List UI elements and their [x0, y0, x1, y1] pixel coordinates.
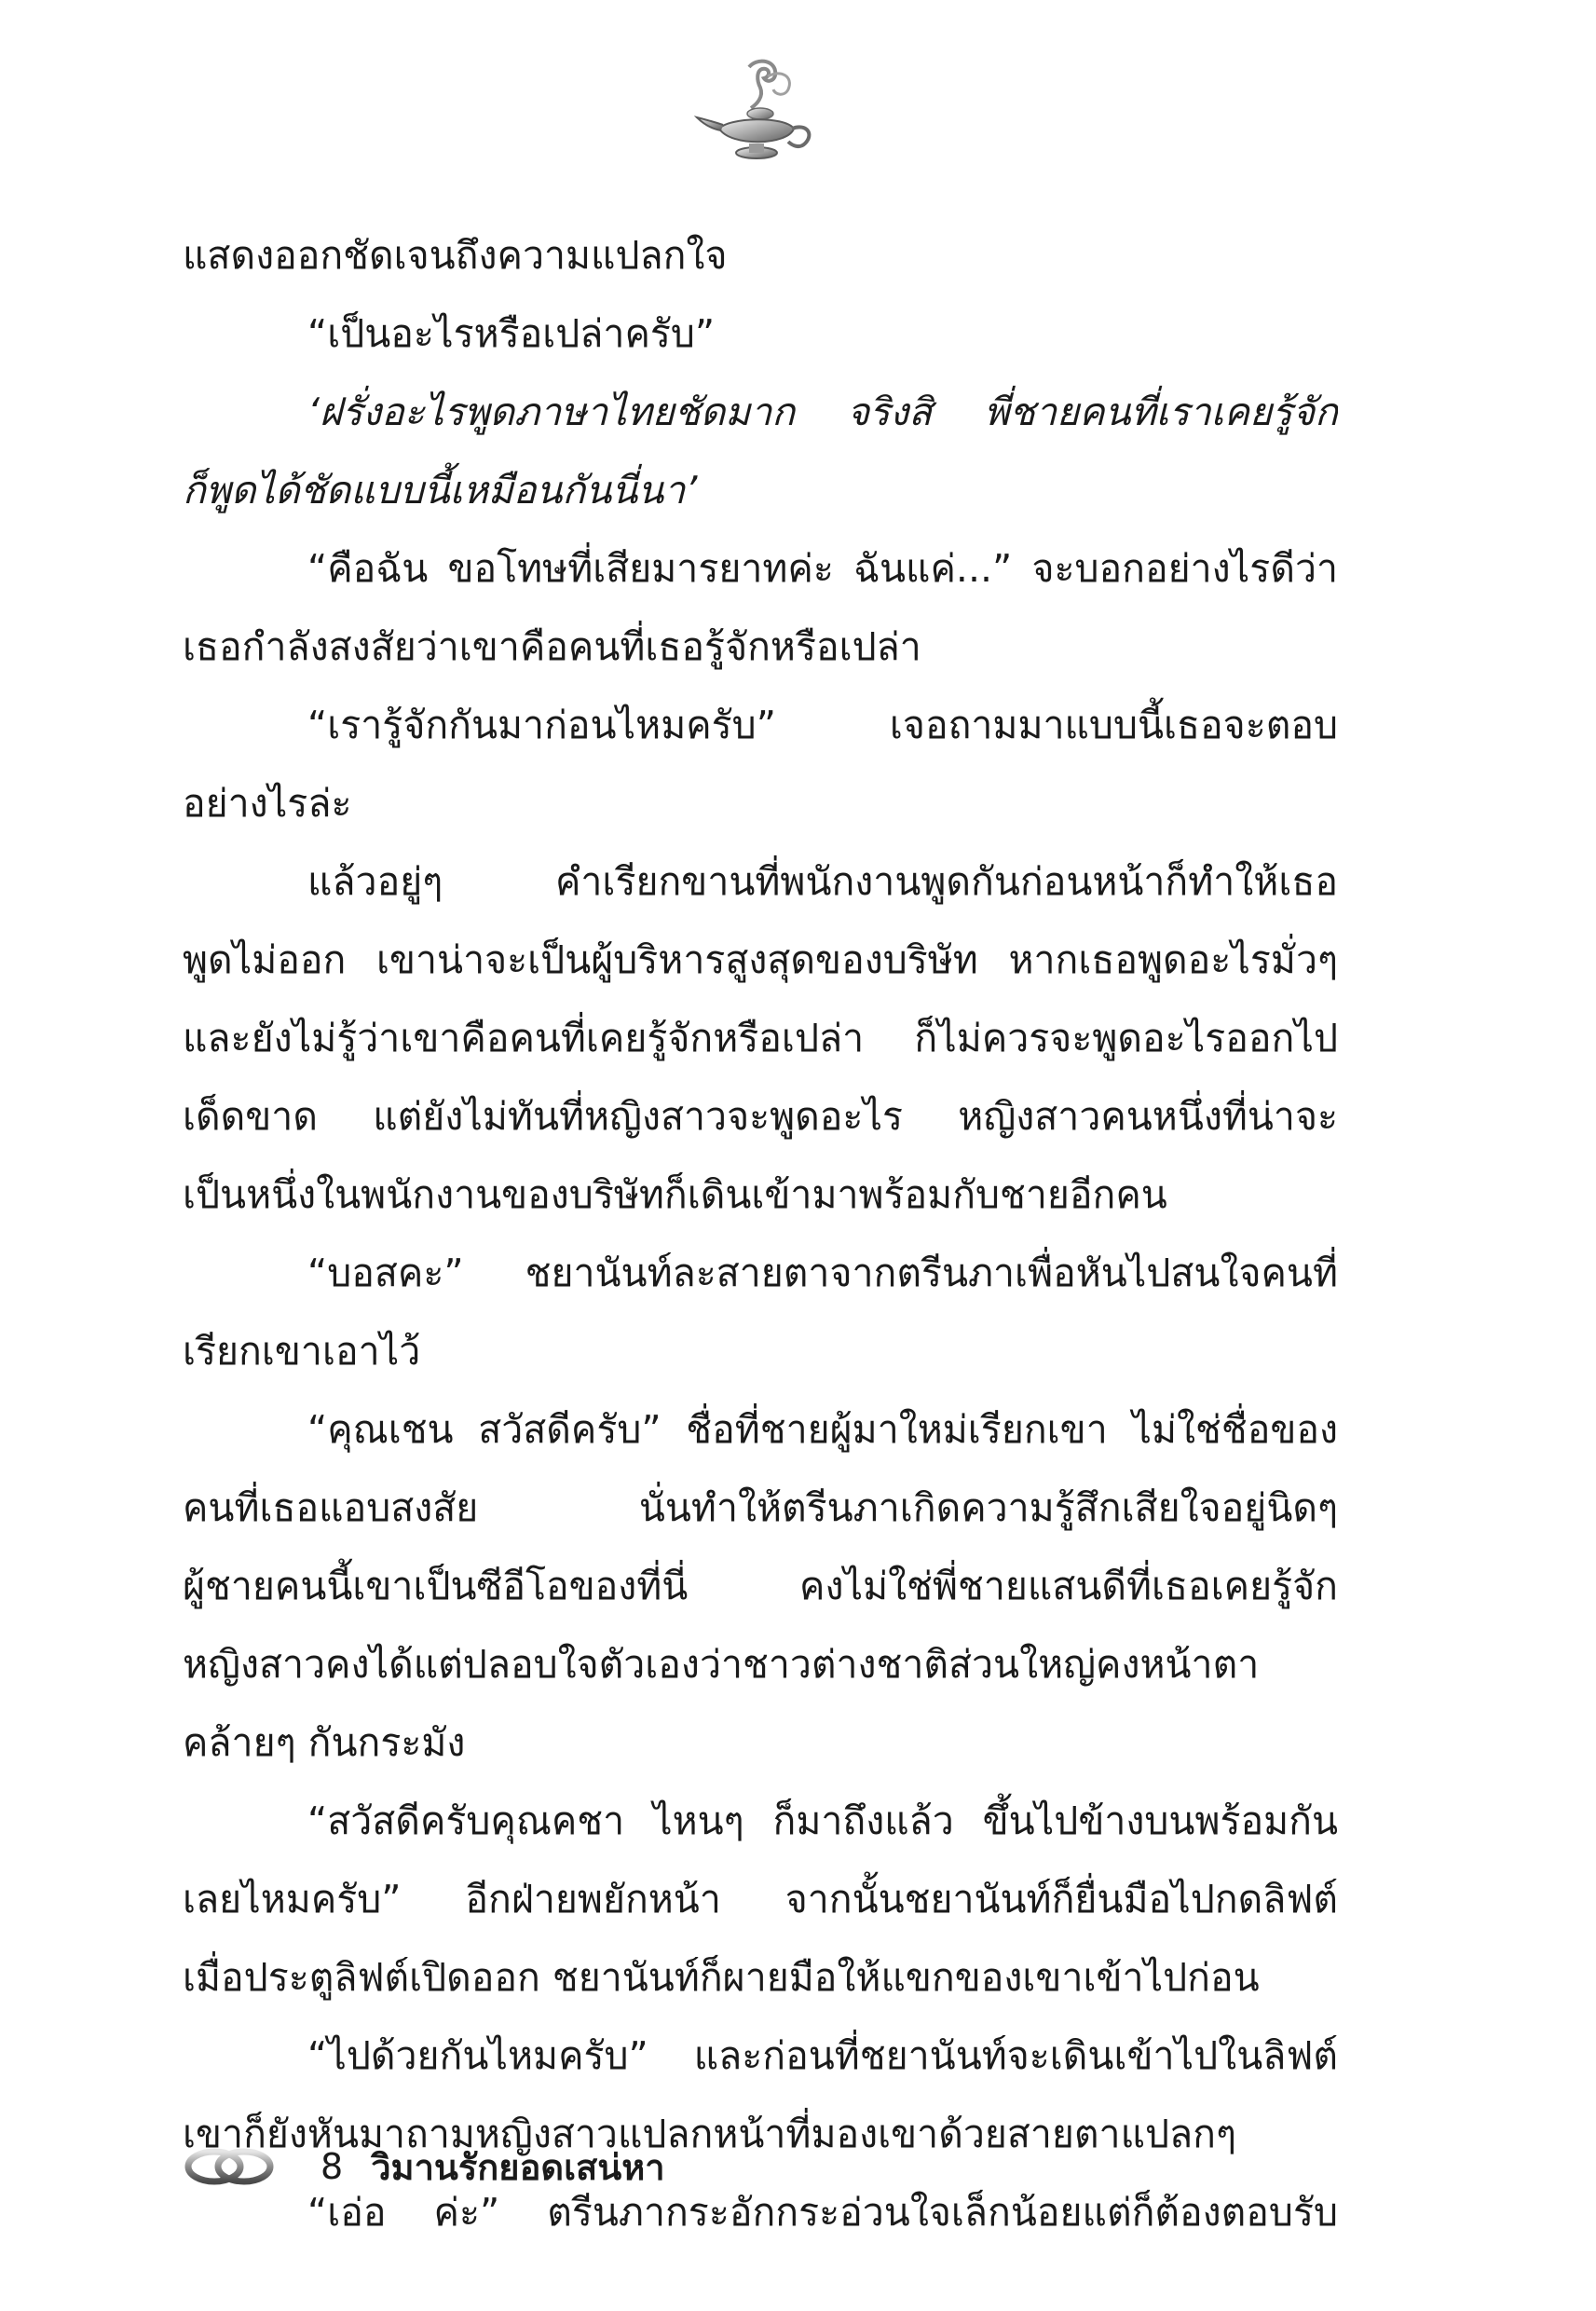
- page-number: 8: [321, 2146, 344, 2187]
- text-line: เด็ดขาด แต่ยังไม่ทันที่หญิงสาวจะพูดอะไร หญิงสาวคนหนึ่งที่น่าจะ: [183, 1094, 1338, 1139]
- text-line: และยังไม่รู้ว่าเขาคือคนที่เคยรู้จักหรือเปล่า ก็ไม่ควรจะพูดอะไรออกไป: [183, 1016, 1338, 1060]
- text-line: เมื่อประตูลิฟต์เปิดออก ชยานันท์ก็ผายมือให้แขกของเขาเข้าไปก่อน: [183, 1955, 1260, 2000]
- text-line: “คือฉัน ขอโทษที่เสียมารยาทค่ะ ฉันแค่...” จะบอกอย่างไรดีว่า: [307, 546, 1338, 591]
- text-line: “สวัสดีครับคุณคชา ไหนๆ ก็มาถึงแล้ว ขึ้นไปข้างบนพร้อมกัน: [307, 1798, 1338, 1843]
- text-line: แล้วอยู่ๆ คำเรียกขานที่พนักงานพูดกันก่อนหน้าก็ทำให้เธอ: [307, 859, 1338, 904]
- book-title: วิมานรักยอดเสน่หา: [371, 2146, 665, 2188]
- text-line: เธอกำลังสงสัยว่าเขาคือคนที่เธอรู้จักหรือเปล่า: [183, 624, 921, 669]
- text-line: “คุณเชน สวัสดีครับ” ชื่อที่ชายผู้มาใหม่เรียกเขา ไม่ใช่ชื่อของ: [307, 1407, 1338, 1452]
- text-line: พูดไม่ออก เขาน่าจะเป็นผู้บริหารสูงสุดของบริษัท หากเธอพูดอะไรมั่วๆ: [183, 937, 1338, 982]
- text-line: เรียกเขาเอาไว้: [183, 1329, 421, 1374]
- text-line: “ไปด้วยกันไหมครับ” และก่อนที่ชยานันท์จะเดินเข้าไปในลิฟต์: [307, 2033, 1338, 2078]
- text-line: ผู้ชายคนนี้เขาเป็นซีอีโอของที่นี่ คงไม่ใช่พี่ชายแสนดีที่เธอเคยรู้จัก: [183, 1564, 1338, 1608]
- text-line: เขาก็ยังหันมาถามหญิงสาวแปลกหน้าที่มองเขาด้วยสายตาแปลกๆ: [183, 2112, 1237, 2156]
- lamp-genie-icon: [691, 56, 822, 177]
- text-line: “เป็นอะไรหรือเปล่าครับ”: [307, 311, 716, 356]
- text-line: ‘ฝรั่งอะไรพูดภาษาไทยชัดมาก จริงสิ พี่ชายคนที่เราเคยรู้จัก: [307, 390, 1338, 434]
- text-line: ก็พูดได้ชัดแบบนี้เหมือนกันนี่นา’: [183, 468, 698, 513]
- text-line: คนที่เธอแอบสงสัย นั่นทำให้ตรีนภาเกิดความรู้สึกเสียใจอยู่นิดๆ: [183, 1485, 1338, 1530]
- body-text: [183, 216, 1338, 2251]
- linked-rings-icon: [183, 2145, 276, 2188]
- text-line: เลยไหมครับ” อีกฝ่ายพยักหน้า จากนั้นชยานันท์ก็ยื่นมือไปกดลิฟต์: [183, 1877, 1338, 1921]
- text-line: หญิงสาวคงได้แต่ปลอบใจตัวเองว่าชาวต่างชาติส่วนใหญ่คงหน้าตา: [183, 1642, 1260, 1687]
- text-line: “เรารู้จักกันมาก่อนไหมครับ” เจอถามมาแบบนี้เธอจะตอบ: [307, 703, 1338, 747]
- text-line: “เอ่อ ค่ะ” ตรีนภากระอักกระอ่วนใจเล็กน้อยแต่ก็ต้องตอบรับ: [307, 2190, 1338, 2235]
- text-line: เป็นหนึ่งในพนักงานของบริษัทก็เดินเข้ามาพร้อมกับชายอีกคน: [183, 1172, 1167, 1217]
- text-line: “บอสคะ” ชยานันท์ละสายตาจากตรีนภาเพื่อหันไปสนใจคนที่: [307, 1251, 1338, 1295]
- text-line: อย่างไรล่ะ: [183, 781, 352, 826]
- text-line: แสดงออกชัดเจนถึงความแปลกใจ: [183, 233, 728, 278]
- page-footer: [183, 2134, 665, 2199]
- text-line: คล้ายๆ กันกระมัง: [183, 1720, 466, 1765]
